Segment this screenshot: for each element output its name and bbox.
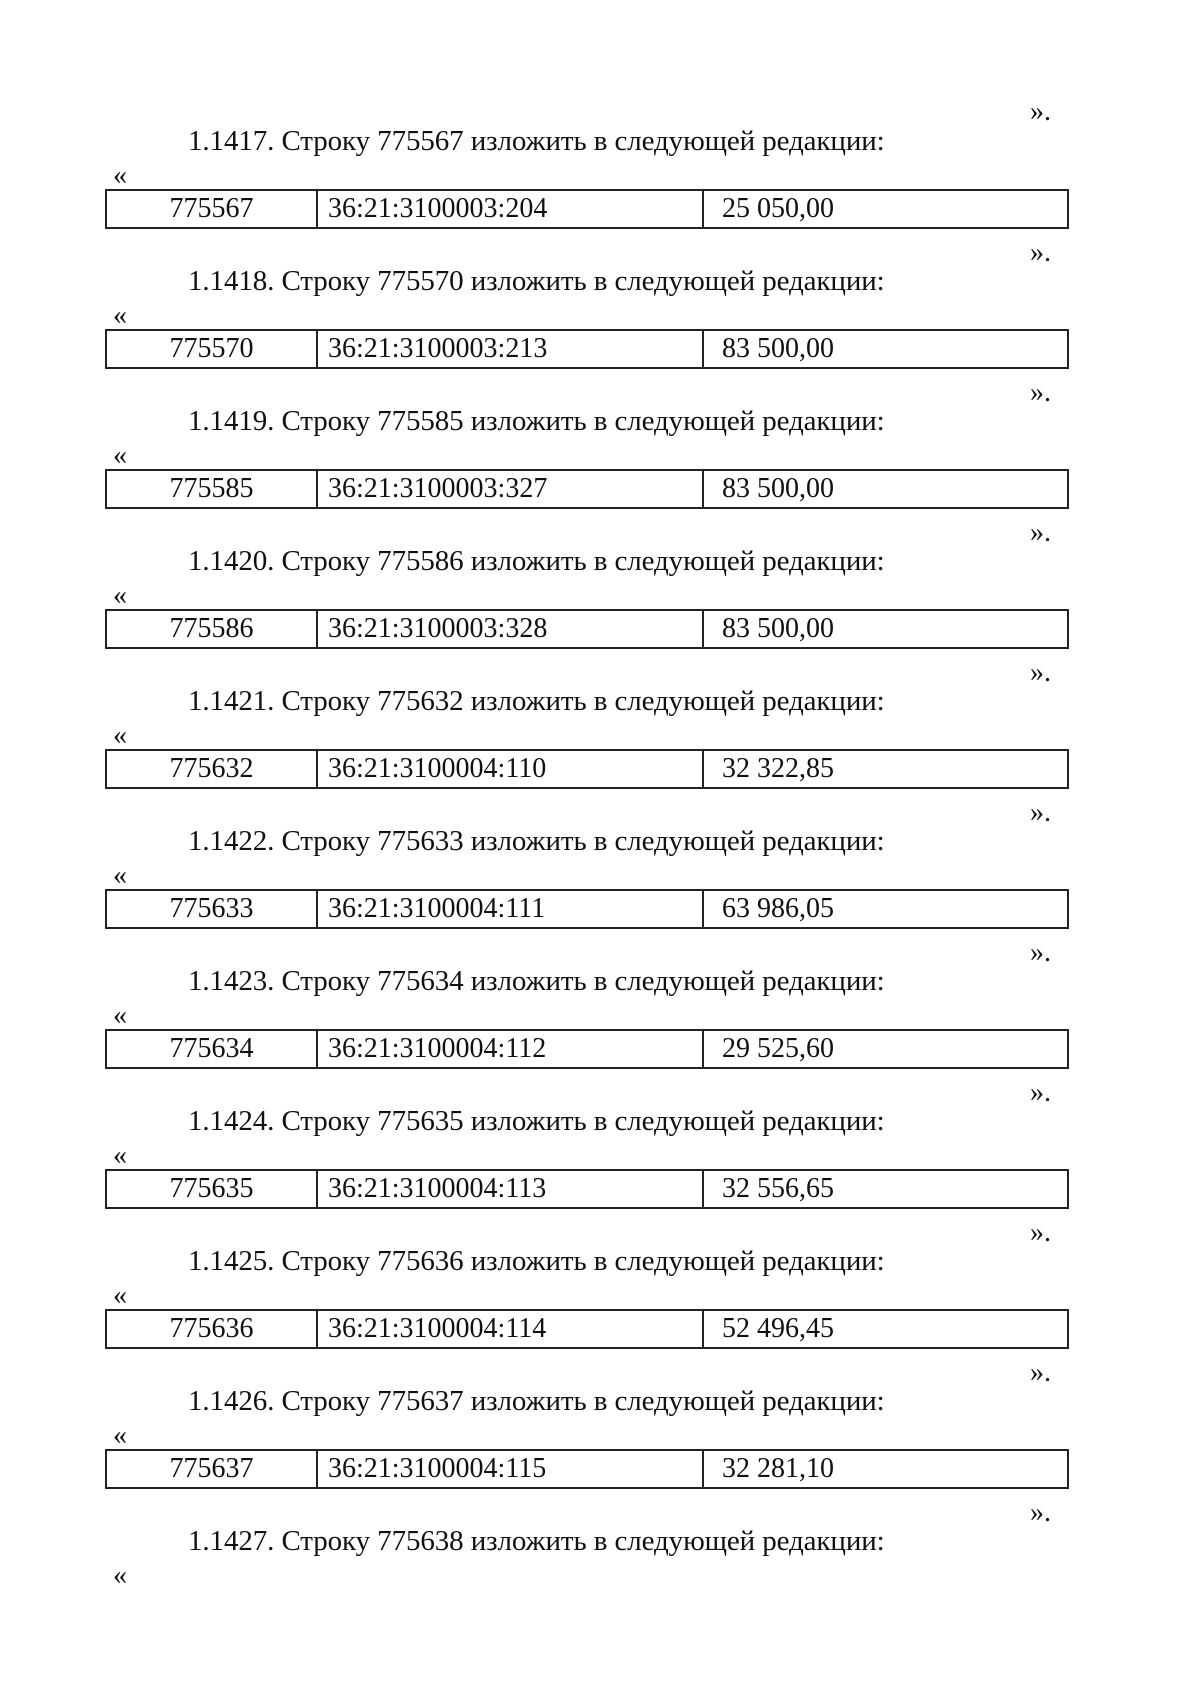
- row-id-cell: 775585: [107, 471, 318, 507]
- closing-quote: ».: [1030, 1077, 1051, 1108]
- closing-quote: ».: [1030, 96, 1051, 127]
- value-cell: 32 322,85: [722, 753, 834, 784]
- closing-quote: ».: [1030, 937, 1051, 968]
- closing-quote: ».: [1030, 1357, 1051, 1388]
- opening-quote: «: [113, 1560, 127, 1591]
- value-cell: 83 500,00: [722, 473, 834, 504]
- section-heading: 1.1418. Строку 775570 изложить в следующей редакции:: [188, 265, 885, 297]
- value-cell: 83 500,00: [722, 613, 834, 644]
- table-row: [105, 189, 1069, 229]
- section-heading: 1.1426. Строку 775637 изложить в следующей редакции:: [188, 1385, 885, 1417]
- opening-quote: «: [113, 300, 127, 331]
- row-id-cell: 775570: [107, 331, 318, 367]
- opening-quote: «: [113, 440, 127, 471]
- opening-quote: «: [113, 1280, 127, 1311]
- section-heading: 1.1420. Строку 775586 изложить в следующей редакции:: [188, 545, 885, 577]
- opening-quote: «: [113, 580, 127, 611]
- row-id-cell: 775634: [107, 1031, 318, 1067]
- table-row: [105, 889, 1069, 929]
- closing-quote: ».: [1030, 517, 1051, 548]
- cadastral-number-cell: 36:21:3100004:114: [318, 1311, 704, 1347]
- cadastral-number-cell: 36:21:3100003:327: [318, 471, 704, 507]
- table-row: [105, 329, 1069, 369]
- section-heading: 1.1424. Строку 775635 изложить в следующей редакции:: [188, 1105, 885, 1137]
- table-row: [105, 469, 1069, 509]
- value-cell: 52 496,45: [722, 1313, 834, 1344]
- row-id-cell: 775567: [107, 191, 318, 227]
- value-cell: 29 525,60: [722, 1033, 834, 1064]
- section-heading: 1.1417. Строку 775567 изложить в следующей редакции:: [188, 125, 885, 157]
- value-cell: 83 500,00: [722, 333, 834, 364]
- closing-quote: ».: [1030, 657, 1051, 688]
- closing-quote: ».: [1030, 797, 1051, 828]
- opening-quote: «: [113, 1000, 127, 1031]
- row-id-cell: 775586: [107, 611, 318, 647]
- section-heading: 1.1419. Строку 775585 изложить в следующей редакции:: [188, 405, 885, 437]
- table-row: [105, 1029, 1069, 1069]
- cadastral-number-cell: 36:21:3100003:204: [318, 191, 704, 227]
- table-row: [105, 609, 1069, 649]
- table-row: [105, 749, 1069, 789]
- opening-quote: «: [113, 1420, 127, 1451]
- table-row: [105, 1309, 1069, 1349]
- closing-quote: ».: [1030, 237, 1051, 268]
- opening-quote: «: [113, 160, 127, 191]
- section-heading: 1.1427. Строку 775638 изложить в следующей редакции:: [188, 1525, 885, 1557]
- closing-quote: ».: [1030, 1217, 1051, 1248]
- cadastral-number-cell: 36:21:3100004:110: [318, 751, 704, 787]
- opening-quote: «: [113, 860, 127, 891]
- value-cell: 32 281,10: [722, 1453, 834, 1484]
- row-id-cell: 775632: [107, 751, 318, 787]
- opening-quote: «: [113, 720, 127, 751]
- cadastral-number-cell: 36:21:3100004:111: [318, 891, 704, 927]
- opening-quote: «: [113, 1140, 127, 1171]
- table-row: [105, 1449, 1069, 1489]
- value-cell: 63 986,05: [722, 893, 834, 924]
- cadastral-number-cell: 36:21:3100004:112: [318, 1031, 704, 1067]
- table-row: [105, 1169, 1069, 1209]
- row-id-cell: 775635: [107, 1171, 318, 1207]
- closing-quote: ».: [1030, 377, 1051, 408]
- row-id-cell: 775633: [107, 891, 318, 927]
- section-heading: 1.1423. Строку 775634 изложить в следующей редакции:: [188, 965, 885, 997]
- cadastral-number-cell: 36:21:3100003:328: [318, 611, 704, 647]
- closing-quote: ».: [1030, 1497, 1051, 1528]
- section-heading: 1.1425. Строку 775636 изложить в следующей редакции:: [188, 1245, 885, 1277]
- section-heading: 1.1422. Строку 775633 изложить в следующей редакции:: [188, 825, 885, 857]
- row-id-cell: 775636: [107, 1311, 318, 1347]
- cadastral-number-cell: 36:21:3100003:213: [318, 331, 704, 367]
- row-id-cell: 775637: [107, 1451, 318, 1487]
- section-heading: 1.1421. Строку 775632 изложить в следующей редакции:: [188, 685, 885, 717]
- value-cell: 32 556,65: [722, 1173, 834, 1204]
- value-cell: 25 050,00: [722, 193, 834, 224]
- cadastral-number-cell: 36:21:3100004:113: [318, 1171, 704, 1207]
- cadastral-number-cell: 36:21:3100004:115: [318, 1451, 704, 1487]
